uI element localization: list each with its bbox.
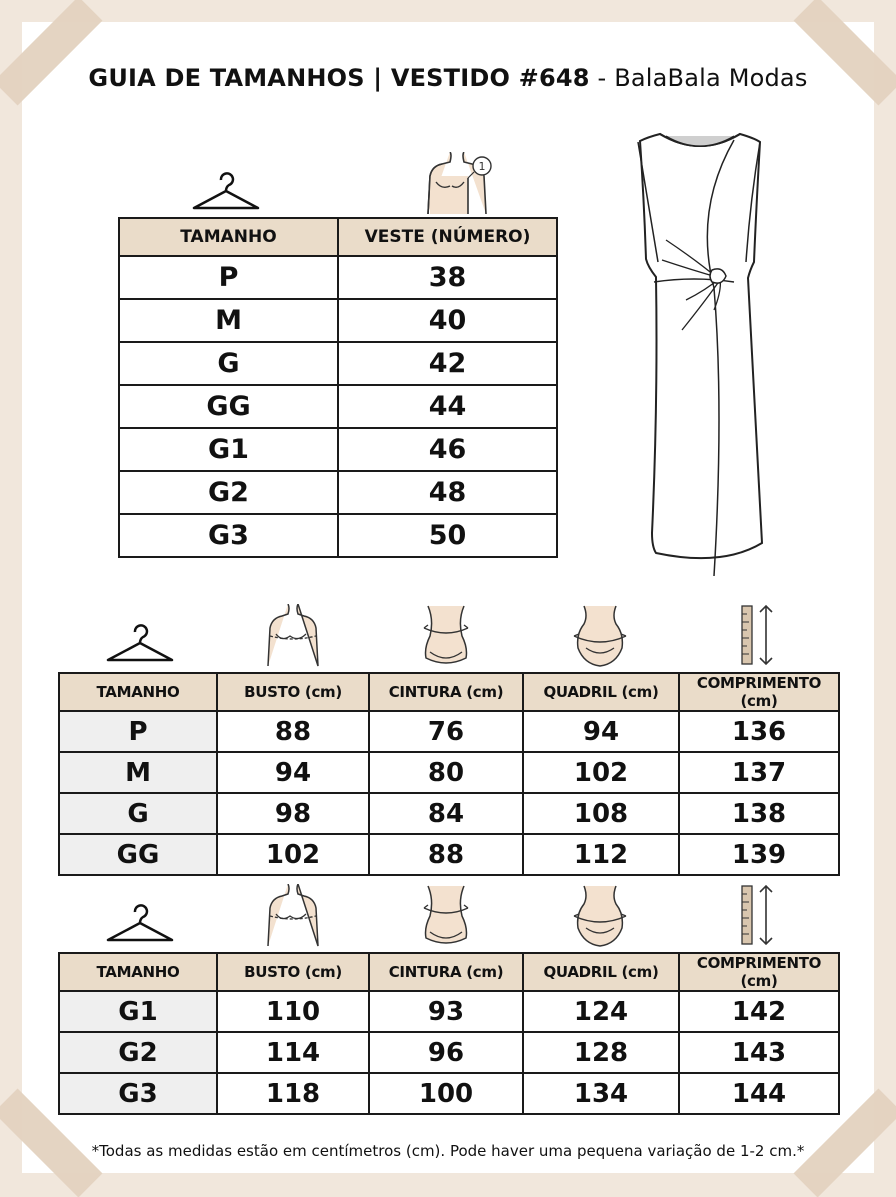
column-header: COMPRIMENTO (cm) <box>679 953 839 991</box>
column-header: CINTURA (cm) <box>369 953 523 991</box>
waist-icon <box>418 884 474 948</box>
value-cell: 48 <box>338 471 557 514</box>
column-header: QUADRIL (cm) <box>523 953 679 991</box>
table-row <box>59 991 839 1032</box>
column-header: TAMANHO <box>119 218 338 256</box>
table-row <box>59 1032 839 1073</box>
value-cell: 143 <box>679 1032 839 1073</box>
dress-illustration <box>626 130 776 580</box>
value-cell: 136 <box>679 711 839 752</box>
value-cell: 124 <box>523 991 679 1032</box>
size-cell: G2 <box>119 471 338 514</box>
size-cell: G <box>119 342 338 385</box>
size-cell: GG <box>59 834 217 875</box>
value-cell: 102 <box>217 834 369 875</box>
size-cell: G1 <box>119 428 338 471</box>
value-cell: 128 <box>523 1032 679 1073</box>
title-brand: - BalaBala Modas <box>589 64 808 92</box>
value-cell: 94 <box>523 711 679 752</box>
table-row <box>59 793 839 834</box>
value-cell: 46 <box>338 428 557 471</box>
hip-icon <box>570 604 630 668</box>
measure-marker-label: 1 <box>478 160 486 173</box>
table-row <box>119 385 557 428</box>
value-cell: 134 <box>523 1073 679 1114</box>
value-cell: 139 <box>679 834 839 875</box>
column-header: COMPRIMENTO (cm) <box>679 673 839 711</box>
table-header-row <box>59 673 839 711</box>
waist-icon <box>418 604 474 668</box>
footnote: *Todas as medidas estão em centímetros (cm). Pode haver uma pequena variação de 1-2 cm.* <box>91 1142 805 1160</box>
table-header-row <box>59 953 839 991</box>
column-header: TAMANHO <box>59 953 217 991</box>
value-cell: 88 <box>369 834 523 875</box>
table-row <box>119 428 557 471</box>
value-cell: 94 <box>217 752 369 793</box>
value-cell: 110 <box>217 991 369 1032</box>
table-row <box>119 471 557 514</box>
hanger-icon <box>104 900 176 946</box>
size-cell: P <box>59 711 217 752</box>
value-cell: 112 <box>523 834 679 875</box>
size-number-table <box>118 217 558 558</box>
hanger-icon <box>190 168 262 214</box>
size-cell: G3 <box>119 514 338 557</box>
value-cell: 137 <box>679 752 839 793</box>
measurements-table-1 <box>58 672 840 876</box>
size-cell: G2 <box>59 1032 217 1073</box>
bust-icon <box>262 604 324 668</box>
hanger-icon <box>104 620 176 666</box>
value-cell: 80 <box>369 752 523 793</box>
hip-icon <box>570 884 630 948</box>
value-cell: 98 <box>217 793 369 834</box>
ruler-icon <box>740 602 776 668</box>
value-cell: 108 <box>523 793 679 834</box>
measurements-table-2 <box>58 952 840 1115</box>
size-cell: P <box>119 256 338 299</box>
column-header: CINTURA (cm) <box>369 673 523 711</box>
table-row <box>119 256 557 299</box>
column-header: BUSTO (cm) <box>217 953 369 991</box>
value-cell: 114 <box>217 1032 369 1073</box>
table-row <box>59 711 839 752</box>
value-cell: 44 <box>338 385 557 428</box>
size-cell: GG <box>119 385 338 428</box>
column-header: BUSTO (cm) <box>217 673 369 711</box>
value-cell: 138 <box>679 793 839 834</box>
size-cell: G <box>59 793 217 834</box>
table-row <box>59 834 839 875</box>
value-cell: 84 <box>369 793 523 834</box>
value-cell: 42 <box>338 342 557 385</box>
column-header: TAMANHO <box>59 673 217 711</box>
ruler-icon <box>740 882 776 948</box>
value-cell: 118 <box>217 1073 369 1114</box>
table-row <box>119 299 557 342</box>
value-cell: 50 <box>338 514 557 557</box>
value-cell: 96 <box>369 1032 523 1073</box>
table-header-row <box>119 218 557 256</box>
title-main: GUIA DE TAMANHOS | VESTIDO #648 <box>88 64 590 92</box>
size-cell: G3 <box>59 1073 217 1114</box>
table-row <box>59 1073 839 1114</box>
torso-icon <box>418 152 496 216</box>
column-header: VESTE (NÚMERO) <box>338 218 557 256</box>
value-cell: 38 <box>338 256 557 299</box>
page-title <box>0 64 896 92</box>
value-cell: 100 <box>369 1073 523 1114</box>
size-cell: M <box>59 752 217 793</box>
column-header: QUADRIL (cm) <box>523 673 679 711</box>
value-cell: 93 <box>369 991 523 1032</box>
value-cell: 76 <box>369 711 523 752</box>
value-cell: 142 <box>679 991 839 1032</box>
bust-icon <box>262 884 324 948</box>
size-cell: G1 <box>59 991 217 1032</box>
value-cell: 88 <box>217 711 369 752</box>
value-cell: 40 <box>338 299 557 342</box>
table-row <box>59 752 839 793</box>
table-row <box>119 514 557 557</box>
value-cell: 102 <box>523 752 679 793</box>
value-cell: 144 <box>679 1073 839 1114</box>
size-cell: M <box>119 299 338 342</box>
table-row <box>119 342 557 385</box>
